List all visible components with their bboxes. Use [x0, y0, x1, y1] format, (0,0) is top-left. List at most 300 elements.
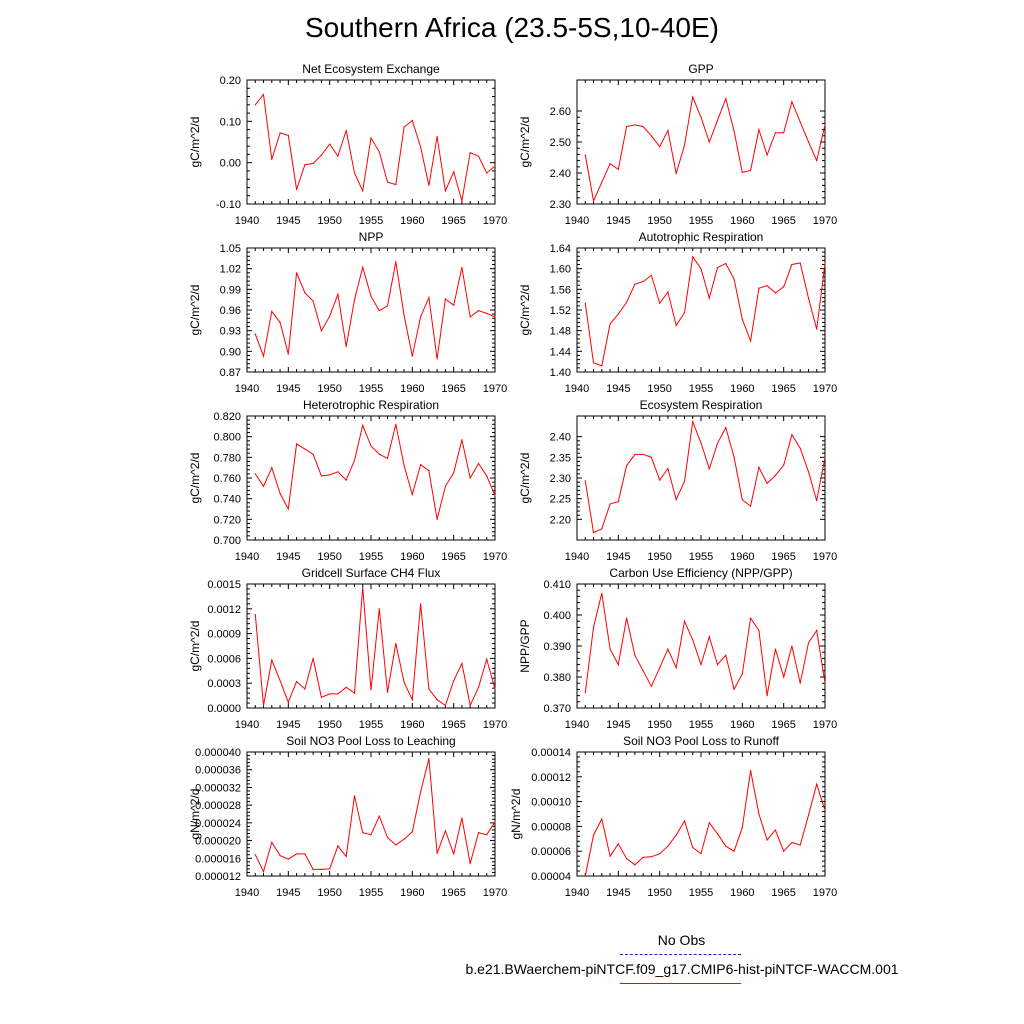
data-point	[304, 292, 305, 293]
data-point	[601, 365, 602, 366]
data-point	[758, 288, 759, 289]
y-tick-label: 1.64	[549, 243, 571, 255]
data-point	[808, 298, 809, 299]
data-point	[659, 853, 660, 854]
data-point	[428, 688, 429, 689]
data-point	[263, 356, 264, 357]
data-point	[395, 643, 396, 644]
data-point	[643, 857, 644, 858]
x-tick-label: 1950	[317, 551, 342, 563]
data-point	[337, 471, 338, 472]
data-point	[337, 294, 338, 295]
data-point	[412, 699, 413, 700]
data-point	[370, 296, 371, 297]
data-point	[659, 667, 660, 668]
data-point	[692, 421, 693, 422]
series-line	[255, 95, 495, 201]
data-point	[626, 465, 627, 466]
data-point	[725, 263, 726, 264]
data-point	[824, 457, 825, 458]
panel-1	[518, 62, 837, 227]
data-point	[593, 362, 594, 363]
data-point	[626, 126, 627, 127]
series-line	[255, 424, 495, 519]
data-point	[717, 664, 718, 665]
data-point	[387, 181, 388, 182]
data-point	[395, 261, 396, 262]
data-point	[667, 130, 668, 131]
data-point	[346, 687, 347, 688]
data-point	[478, 687, 479, 688]
data-point	[659, 146, 660, 147]
page-title: Southern Africa (23.5-5S,10-40E)	[304, 12, 719, 43]
data-point	[676, 173, 677, 174]
data-point	[659, 303, 660, 304]
data-point	[453, 171, 454, 172]
y-tick-label: 2.30	[549, 199, 571, 211]
y-tick-label: 0.400	[543, 610, 571, 622]
data-point	[445, 705, 446, 706]
x-tick-label: 1965	[441, 383, 466, 395]
x-tick-label: 1955	[358, 551, 384, 563]
data-point	[362, 267, 363, 268]
data-point	[742, 827, 743, 828]
x-tick-label: 1955	[358, 215, 384, 227]
data-point	[643, 126, 644, 127]
data-point	[263, 871, 264, 872]
data-point	[403, 682, 404, 683]
data-point	[618, 314, 619, 315]
data-point	[321, 869, 322, 870]
x-tick-label: 1945	[276, 719, 301, 731]
y-tick-label: 0.0012	[207, 603, 241, 616]
panel-title: Heterotrophic Respiration	[302, 398, 440, 412]
data-point	[271, 311, 272, 312]
data-point	[593, 627, 594, 628]
data-point	[758, 630, 759, 631]
data-point	[486, 475, 487, 476]
data-point	[403, 839, 404, 840]
data-point	[700, 853, 701, 854]
data-point	[601, 528, 602, 529]
data-point	[304, 688, 305, 689]
y-tick-label: 0.000032	[195, 782, 241, 795]
y-tick-label: 0.700	[213, 535, 241, 547]
data-point	[758, 129, 759, 130]
data-point	[428, 297, 429, 298]
data-point	[271, 842, 272, 843]
x-tick-label: 1970	[482, 551, 508, 563]
data-point	[717, 833, 718, 834]
data-point	[775, 475, 776, 476]
data-point	[791, 645, 792, 646]
y-axis-label: gC/m^2/d	[518, 452, 532, 504]
data-point	[486, 172, 487, 173]
plot-frame	[247, 416, 495, 540]
y-tick-label: 0.380	[543, 672, 571, 684]
x-tick-label: 1965	[771, 887, 796, 899]
data-point	[387, 837, 388, 838]
data-point	[808, 642, 809, 643]
data-point	[255, 334, 256, 335]
y-tick-label: 2.60	[549, 106, 571, 118]
data-point	[461, 267, 462, 268]
legend-case-label: b.e21.BWaerchem-piNTCF.f09_g17.CMIP6-hist-piNTCF-WACCM.001	[465, 961, 899, 977]
data-point	[684, 312, 685, 313]
data-point	[321, 155, 322, 156]
data-point	[470, 705, 471, 706]
x-tick-label: 1950	[317, 383, 342, 395]
data-point	[609, 503, 610, 504]
x-tick-label: 1945	[606, 719, 631, 731]
y-tick-label: 0.00006	[531, 846, 571, 859]
data-point	[304, 853, 305, 854]
data-point	[453, 853, 454, 854]
y-tick-label: 1.02	[219, 263, 241, 276]
data-point	[717, 267, 718, 268]
y-tick-label: -0.10	[215, 199, 241, 211]
y-tick-label: 0.000024	[195, 817, 241, 830]
x-tick-label: 1940	[564, 551, 590, 563]
data-point	[750, 618, 751, 619]
panel-title: Gridcell Surface CH4 Flux	[301, 566, 441, 580]
data-point	[643, 454, 644, 455]
x-tick-label: 1945	[606, 551, 631, 563]
x-tick-label: 1940	[234, 551, 260, 563]
data-point	[816, 500, 817, 501]
y-axis-label: gC/m^2/d	[518, 284, 532, 336]
data-point	[593, 532, 594, 533]
data-point	[279, 322, 280, 323]
data-point	[255, 104, 256, 105]
data-point	[733, 689, 734, 690]
data-point	[601, 818, 602, 819]
x-tick-label: 1960	[400, 719, 425, 731]
x-tick-label: 1965	[771, 719, 796, 731]
data-point	[271, 159, 272, 160]
data-point	[651, 457, 652, 458]
data-point	[354, 795, 355, 796]
data-point	[412, 120, 413, 121]
x-tick-label: 1955	[688, 719, 714, 731]
data-point	[667, 846, 668, 847]
data-point	[808, 471, 809, 472]
data-point	[783, 132, 784, 133]
x-tick-label: 1960	[400, 383, 425, 395]
data-point	[775, 649, 776, 650]
data-point	[329, 316, 330, 317]
data-point	[288, 353, 289, 354]
data-point	[420, 791, 421, 792]
data-point	[354, 299, 355, 300]
data-point	[709, 141, 710, 142]
data-point	[634, 454, 635, 455]
data-point	[717, 120, 718, 121]
y-axis-label: gC/m^2/d	[188, 452, 202, 504]
data-point	[370, 137, 371, 138]
series-line	[585, 593, 825, 695]
data-point	[494, 495, 495, 496]
data-point	[461, 200, 462, 201]
data-point	[585, 154, 586, 155]
series-line	[255, 587, 495, 705]
x-tick-label: 1945	[276, 551, 301, 563]
y-tick-label: 0.00	[219, 157, 241, 170]
data-point	[494, 316, 495, 317]
x-tick-label: 1940	[234, 383, 260, 395]
series-line	[585, 257, 825, 366]
data-point	[725, 98, 726, 99]
plot-frame	[577, 584, 825, 708]
series-line	[255, 759, 495, 872]
x-tick-label: 1965	[771, 215, 796, 227]
x-tick-label: 1955	[358, 383, 384, 395]
y-tick-label: 0.000028	[195, 800, 241, 813]
data-point	[321, 475, 322, 476]
data-point	[445, 486, 446, 487]
series-line	[585, 422, 825, 533]
y-tick-label: 0.0009	[207, 628, 241, 641]
x-tick-label: 1970	[482, 719, 508, 731]
data-point	[783, 676, 784, 677]
data-point	[288, 135, 289, 136]
data-point	[296, 681, 297, 682]
panel-4	[188, 398, 507, 563]
data-point	[585, 303, 586, 304]
y-tick-label: 0.87	[219, 367, 241, 379]
panel-5	[518, 398, 837, 563]
plot-frame	[577, 80, 825, 204]
y-tick-label: 0.760	[213, 473, 241, 485]
x-tick-label: 1960	[730, 383, 755, 395]
data-point	[700, 268, 701, 269]
y-tick-label: 0.000020	[195, 835, 241, 848]
y-tick-label: 0.780	[213, 452, 241, 465]
y-tick-label: 1.60	[549, 263, 571, 276]
y-tick-label: 2.25	[549, 493, 571, 506]
x-tick-label: 1950	[647, 551, 672, 563]
data-point	[437, 136, 438, 137]
data-point	[470, 152, 471, 153]
y-tick-label: 1.05	[219, 243, 241, 255]
data-point	[791, 842, 792, 843]
data-point	[643, 670, 644, 671]
data-point	[412, 494, 413, 495]
x-tick-label: 1970	[812, 215, 838, 227]
data-point	[337, 845, 338, 846]
data-point	[478, 832, 479, 833]
data-point	[767, 154, 768, 155]
data-point	[593, 834, 594, 835]
data-point	[585, 480, 586, 481]
plot-frame	[577, 248, 825, 372]
x-tick-label: 1960	[730, 551, 755, 563]
data-point	[362, 832, 363, 833]
data-point	[609, 323, 610, 324]
data-point	[296, 272, 297, 273]
data-point	[494, 821, 495, 822]
data-point	[742, 172, 743, 173]
data-point	[775, 830, 776, 831]
data-point	[379, 151, 380, 152]
data-point	[296, 189, 297, 190]
data-point	[346, 346, 347, 347]
data-point	[445, 830, 446, 831]
data-point	[709, 468, 710, 469]
data-point	[379, 310, 380, 311]
data-point	[651, 856, 652, 857]
data-point	[684, 621, 685, 622]
x-tick-label: 1940	[234, 215, 260, 227]
data-point	[767, 839, 768, 840]
data-point	[387, 458, 388, 459]
data-point	[478, 155, 479, 156]
y-tick-label: 0.390	[543, 641, 571, 653]
data-point	[783, 465, 784, 466]
data-point	[783, 286, 784, 287]
y-tick-label: 0.370	[543, 703, 571, 715]
panel-title: GPP	[688, 62, 714, 76]
x-tick-label: 1960	[730, 215, 755, 227]
y-tick-label: 2.35	[549, 452, 571, 465]
y-tick-label: 0.0006	[207, 653, 241, 666]
data-point	[313, 300, 314, 301]
data-point	[470, 477, 471, 478]
data-point	[288, 508, 289, 509]
x-tick-label: 1955	[688, 887, 714, 899]
data-point	[676, 667, 677, 668]
data-point	[370, 445, 371, 446]
y-tick-label: 0.000036	[195, 764, 241, 777]
data-point	[816, 329, 817, 330]
data-point	[684, 145, 685, 146]
panel-title: Carbon Use Efficiency (NPP/GPP)	[609, 566, 793, 580]
y-tick-label: 0.800	[213, 431, 241, 444]
legend-obs-line	[620, 954, 741, 955]
y-tick-label: 2.30	[549, 473, 571, 485]
y-tick-label: 0.00014	[531, 747, 571, 759]
data-point	[634, 655, 635, 656]
data-point	[824, 810, 825, 811]
data-point	[321, 697, 322, 698]
y-tick-label: 0.96	[219, 305, 241, 317]
data-point	[263, 486, 264, 487]
data-point	[329, 693, 330, 694]
x-tick-label: 1940	[234, 887, 260, 899]
data-point	[395, 184, 396, 185]
data-point	[609, 856, 610, 857]
x-tick-label: 1950	[647, 215, 672, 227]
x-tick-label: 1945	[276, 215, 301, 227]
x-tick-label: 1970	[812, 887, 838, 899]
y-tick-label: 0.0003	[207, 678, 241, 691]
x-tick-label: 1960	[400, 551, 425, 563]
x-tick-label: 1950	[647, 383, 672, 395]
data-point	[634, 864, 635, 865]
x-tick-label: 1960	[400, 215, 425, 227]
data-point	[288, 859, 289, 860]
data-point	[437, 853, 438, 854]
x-tick-label: 1940	[564, 215, 590, 227]
x-tick-label: 1960	[730, 887, 755, 899]
y-tick-label: 0.740	[213, 493, 241, 506]
data-point	[700, 117, 701, 118]
data-point	[354, 693, 355, 694]
data-point	[354, 172, 355, 173]
data-point	[313, 163, 314, 164]
data-point	[684, 820, 685, 821]
data-point	[767, 285, 768, 286]
data-point	[470, 316, 471, 317]
data-point	[643, 281, 644, 282]
data-point	[651, 135, 652, 136]
data-point	[379, 454, 380, 455]
data-point	[387, 305, 388, 306]
y-axis-label: gC/m^2/d	[518, 116, 532, 168]
data-point	[412, 831, 413, 832]
data-point	[651, 275, 652, 276]
y-tick-label: 0.00010	[531, 796, 571, 809]
series-line	[255, 262, 495, 359]
data-point	[313, 454, 314, 455]
data-point	[816, 784, 817, 785]
data-point	[478, 463, 479, 464]
data-point	[676, 325, 677, 326]
x-tick-label: 1945	[606, 887, 631, 899]
data-point	[824, 683, 825, 684]
y-tick-label: 0.99	[219, 284, 241, 297]
data-point	[255, 473, 256, 474]
y-tick-label: 0.10	[219, 116, 241, 129]
y-tick-label: 0.720	[213, 514, 241, 527]
plot-frame	[577, 416, 825, 540]
data-point	[321, 330, 322, 331]
plot-frame	[247, 248, 495, 372]
legend-obs-label: No Obs	[657, 932, 706, 948]
data-point	[626, 302, 627, 303]
x-tick-label: 1955	[688, 551, 714, 563]
data-point	[775, 132, 776, 133]
y-tick-label: 1.44	[549, 346, 571, 359]
data-point	[420, 464, 421, 465]
data-point	[692, 639, 693, 640]
data-point	[279, 493, 280, 494]
x-tick-label: 1945	[276, 887, 301, 899]
y-tick-label: 1.40	[549, 367, 571, 379]
data-point	[585, 692, 586, 693]
data-point	[800, 844, 801, 845]
x-tick-label: 1940	[564, 719, 590, 731]
data-point	[626, 618, 627, 619]
data-point	[304, 448, 305, 449]
y-axis-label: gC/m^2/d	[188, 620, 202, 672]
data-point	[494, 688, 495, 689]
x-tick-label: 1940	[234, 719, 260, 731]
data-point	[758, 813, 759, 814]
data-point	[750, 340, 751, 341]
x-tick-label: 1950	[317, 215, 342, 227]
data-point	[767, 695, 768, 696]
data-point	[279, 132, 280, 133]
panel-title: Soil NO3 Pool Loss to Runoff	[623, 734, 779, 748]
x-tick-label: 1970	[482, 887, 508, 899]
data-point	[659, 479, 660, 480]
data-point	[313, 869, 314, 870]
data-point	[271, 659, 272, 660]
data-point	[337, 693, 338, 694]
data-point	[717, 443, 718, 444]
y-tick-label: 0.000012	[195, 871, 241, 883]
